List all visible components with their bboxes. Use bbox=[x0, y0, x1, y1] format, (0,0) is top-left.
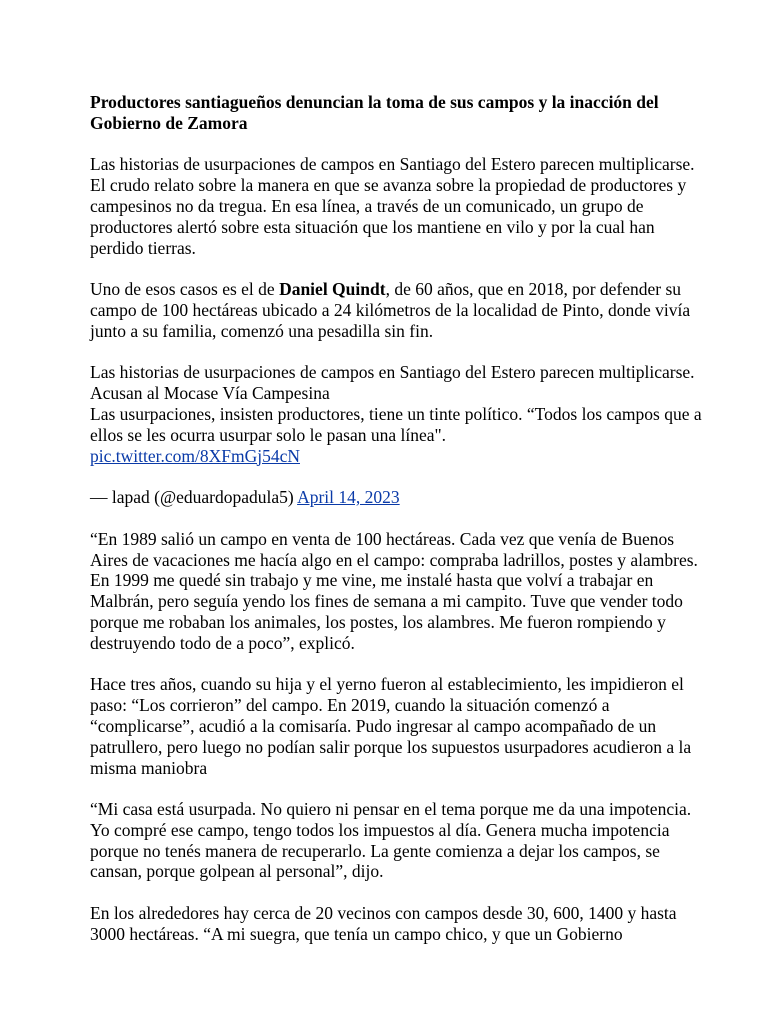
paragraph-three-years: Hace tres años, cuando su hija y el yerno fueron al establecimiento, les impidieron el paso: “Los corrieron” del campo. En 2019, cuando la situación comenzó a “complicarse”, acudió a la comisaría. Pudo ingresar al campo acompañado de un patrullero, pero luego no podían salir porque los supuestos usurpadores acudieron a la misma maniobra bbox=[90, 674, 692, 778]
tweet-media-link[interactable]: pic.twitter.com/8XFmGj54cN bbox=[90, 445, 300, 466]
tweet-date-link[interactable]: April 14, 2023 bbox=[297, 487, 400, 508]
article-title: Productores santiagueños denuncian la toma de sus campos y la inacción del Gobierno de Zamora bbox=[90, 92, 659, 133]
person-name: Daniel Quindt bbox=[279, 279, 386, 300]
embedded-tweet bbox=[90, 362, 710, 466]
tweet-author: — lapad (@eduardopadula5) bbox=[90, 487, 298, 508]
paragraph-quote-house: “Mi casa está usurpada. No quiero ni pensar en el tema porque me da una impotencia. Yo compré ese campo, tengo todos los impuestos al día. Genera mucha impotencia porque no tenés manera de recuperarlo. La gente comienza a dejar los campos, se cansan, porque golpean al personal”, dijo. bbox=[90, 799, 692, 882]
document-page bbox=[90, 92, 710, 965]
paragraph-intro: Las historias de usurpaciones de campos en Santiago del Estero parecen multiplicarse. El crudo relato sobre la manera en que se avanza sobre la propiedad de productores y campesinos no da tregua. En esa línea, a través de un comunicado, un grupo de productores alertó sobre esta situación que los mantiene en vilo y por la cual han perdido tierras. bbox=[90, 154, 695, 258]
paragraph-quote-1989: “En 1989 salió un campo en venta de 100 hectáreas. Cada vez que venía de Buenos Aires de vacaciones me hacía algo en el campo: compraba ladrillos, postes y alambres. En 1999 me quedé sin trabajo y me vine, me instalé hasta que volví a trabajar en Malbrán, pero seguía yendo los fines de semana a mi campito. Tuve que vender todo porque me robaban los animales, los postes, los alambres. Me fueron rompiendo y destruyendo todo de a poco”, explicó. bbox=[90, 528, 698, 653]
paragraph-neighbors: En los alrededores hay cerca de 20 vecinos con campos desde 30, 600, 1400 y hasta 3000 hectáreas. “A mi suegra, que tenía un campo chico, y que un Gobierno bbox=[90, 903, 677, 944]
paragraph-daniel-quindt bbox=[90, 279, 710, 341]
paragraph-text: , de 60 años, que en 2018, por defender su campo de 100 hectáreas ubicado a 24 kilómetros de la localidad de Pinto, donde vivía junto a su familia, comenzó una pesadilla sin fin. bbox=[90, 279, 691, 341]
tweet-attribution bbox=[90, 487, 710, 508]
tweet-text-line1: Las historias de usurpaciones de campos en Santiago del Estero parecen multiplicarse. Acusan al Mocase Vía Campesina bbox=[90, 362, 695, 404]
paragraph-text: Uno de esos casos es el de bbox=[90, 279, 280, 300]
tweet-text-line2: Las usurpaciones, insisten productores, tiene un tinte político. “Todos los campos que a ellos se les ocurra usurpar solo le pasan una línea". bbox=[90, 403, 702, 445]
